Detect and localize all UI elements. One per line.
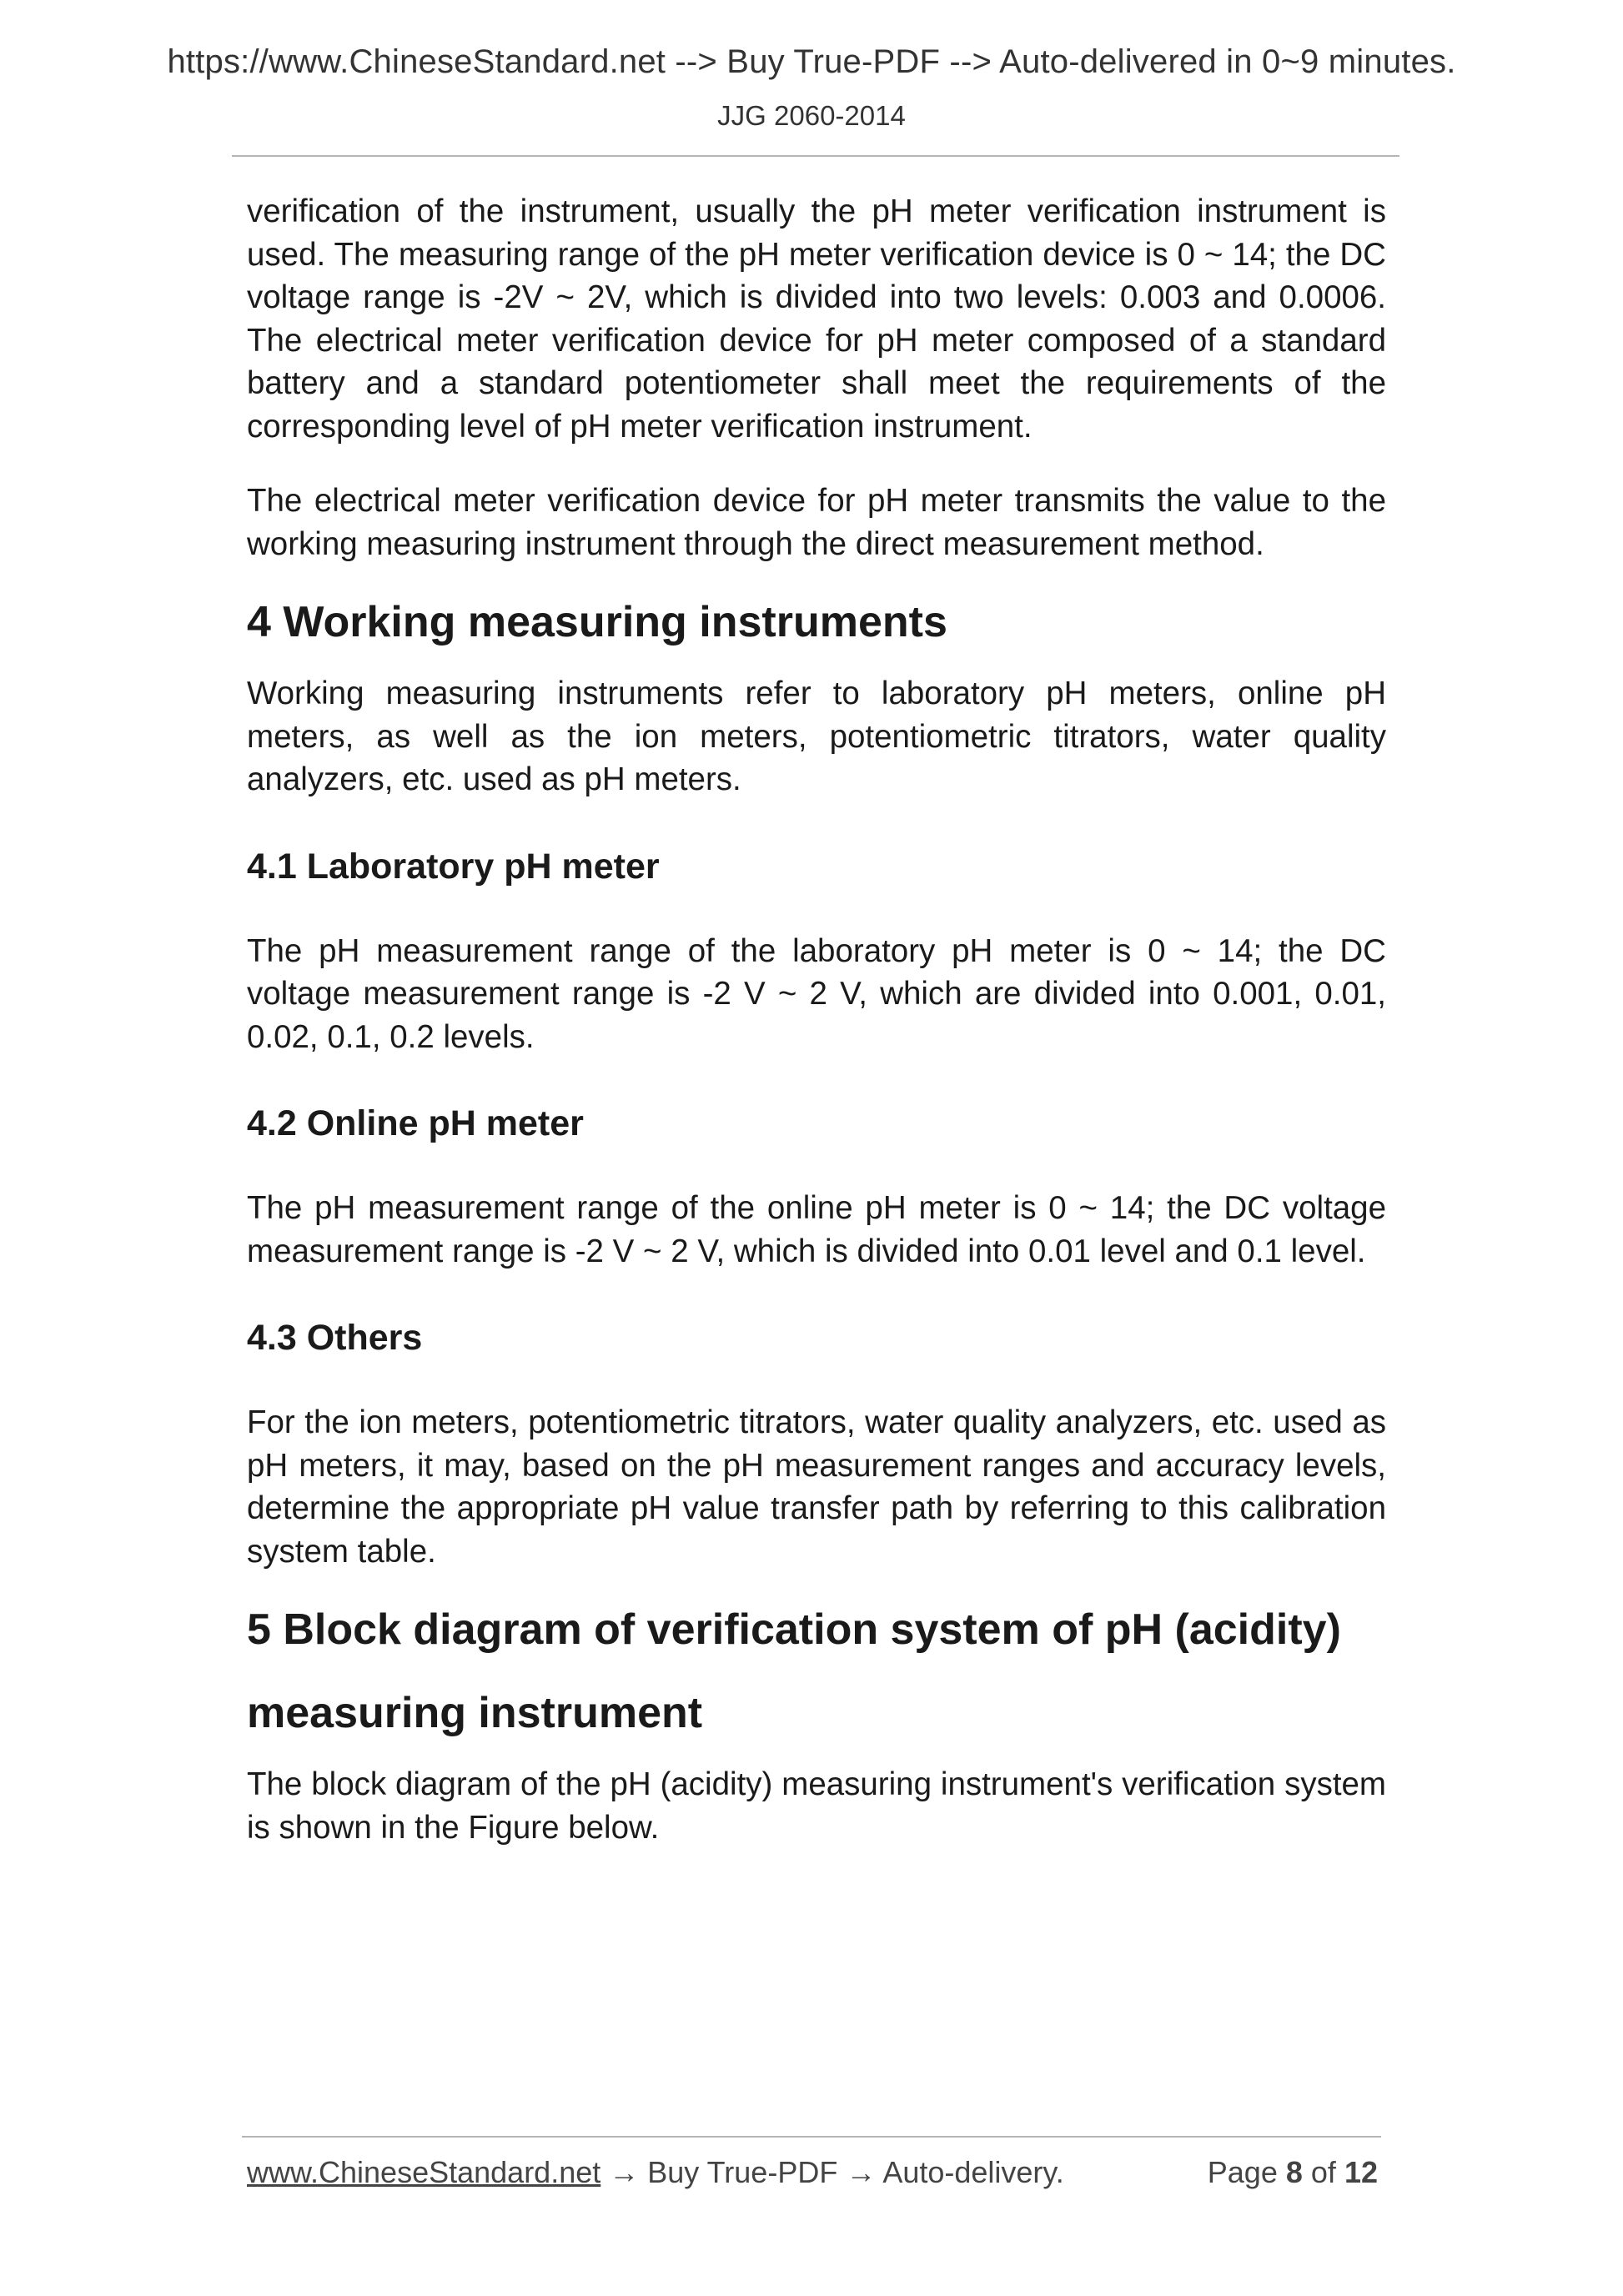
section-4-3-text: For the ion meters, potentiometric titrators, water quality analyzers, etc. used as pH meters, it may, based on the pH measurement ranges and accuracy levels, determine the appropriate pH value transfer path by referring to this calibration system table.	[247, 1404, 1386, 1570]
section-5-heading-line2: measuring instrument	[247, 1689, 703, 1737]
section-5-text: The block diagram of the pH (acidity) measuring instrument's verification system is shown in the Figure below.	[247, 1766, 1386, 1846]
header-divider	[232, 155, 1399, 157]
page-label: Page	[1207, 2155, 1278, 2189]
page-footer	[247, 2155, 1378, 2190]
page-current: 8	[1285, 2155, 1303, 2189]
section-4-1-text: The pH measurement range of the laboratory pH meter is 0 ~ 14; the DC voltage measurement range is -2 V ~ 2 V, which are divided into 0.001, 0.01, 0.02, 0.1, 0.2 levels.	[247, 932, 1386, 1055]
paragraph-continuation: verification of the instrument, usually the pH meter verification instrument is used. The measuring range of the pH meter verification device is 0 ~ 14; the DC voltage range is -2V ~ 2V, which is divided into two levels: 0.003 and 0.0006. The electrical meter verification device for pH meter composed of a standard battery and a standard potentiometer shall meet the requirements of the corresponding level of pH meter verification instrument.	[247, 193, 1386, 445]
document-code: JJG 2060-2014	[717, 100, 906, 131]
section-4-heading: 4 Working measuring instruments	[247, 598, 947, 646]
section-4-3-heading: 4.3 Others	[247, 1318, 423, 1358]
page-content	[247, 190, 1386, 1849]
footer-left	[247, 2155, 1064, 2190]
top-banner: https://www.ChineseStandard.net --> Buy True-PDF --> Auto-delivered in 0~9 minutes.	[167, 43, 1456, 80]
footer-tagline: → Buy True-PDF → Auto-delivery.	[600, 2155, 1064, 2189]
footer-divider	[242, 2136, 1381, 2138]
section-4-1-heading: 4.1 Laboratory pH meter	[247, 846, 660, 887]
page-total: 12	[1344, 2155, 1378, 2189]
section-4-2-text: The pH measurement range of the online pH meter is 0 ~ 14; the DC voltage measurement range is -2 V ~ 2 V, which is divided into 0.01 level and 0.1 level.	[247, 1190, 1386, 1269]
section-4-text: Working measuring instruments refer to laboratory pH meters, online pH meters, as well as the ion meters, potentiometric titrators, water quality analyzers, etc. used as pH meters.	[247, 676, 1386, 797]
section-5-heading-line1: 5 Block diagram of verification system of pH (acidity)	[247, 1605, 1341, 1654]
paragraph-transfer: The electrical meter verification device for pH meter transmits the value to the working measuring instrument through the direct measurement method.	[247, 483, 1386, 562]
page-of-label: of	[1310, 2155, 1336, 2189]
page-indicator	[1208, 2155, 1378, 2190]
footer-site-link[interactable]: www.ChineseStandard.net	[247, 2155, 601, 2189]
section-4-2-heading: 4.2 Online pH meter	[247, 1103, 584, 1143]
